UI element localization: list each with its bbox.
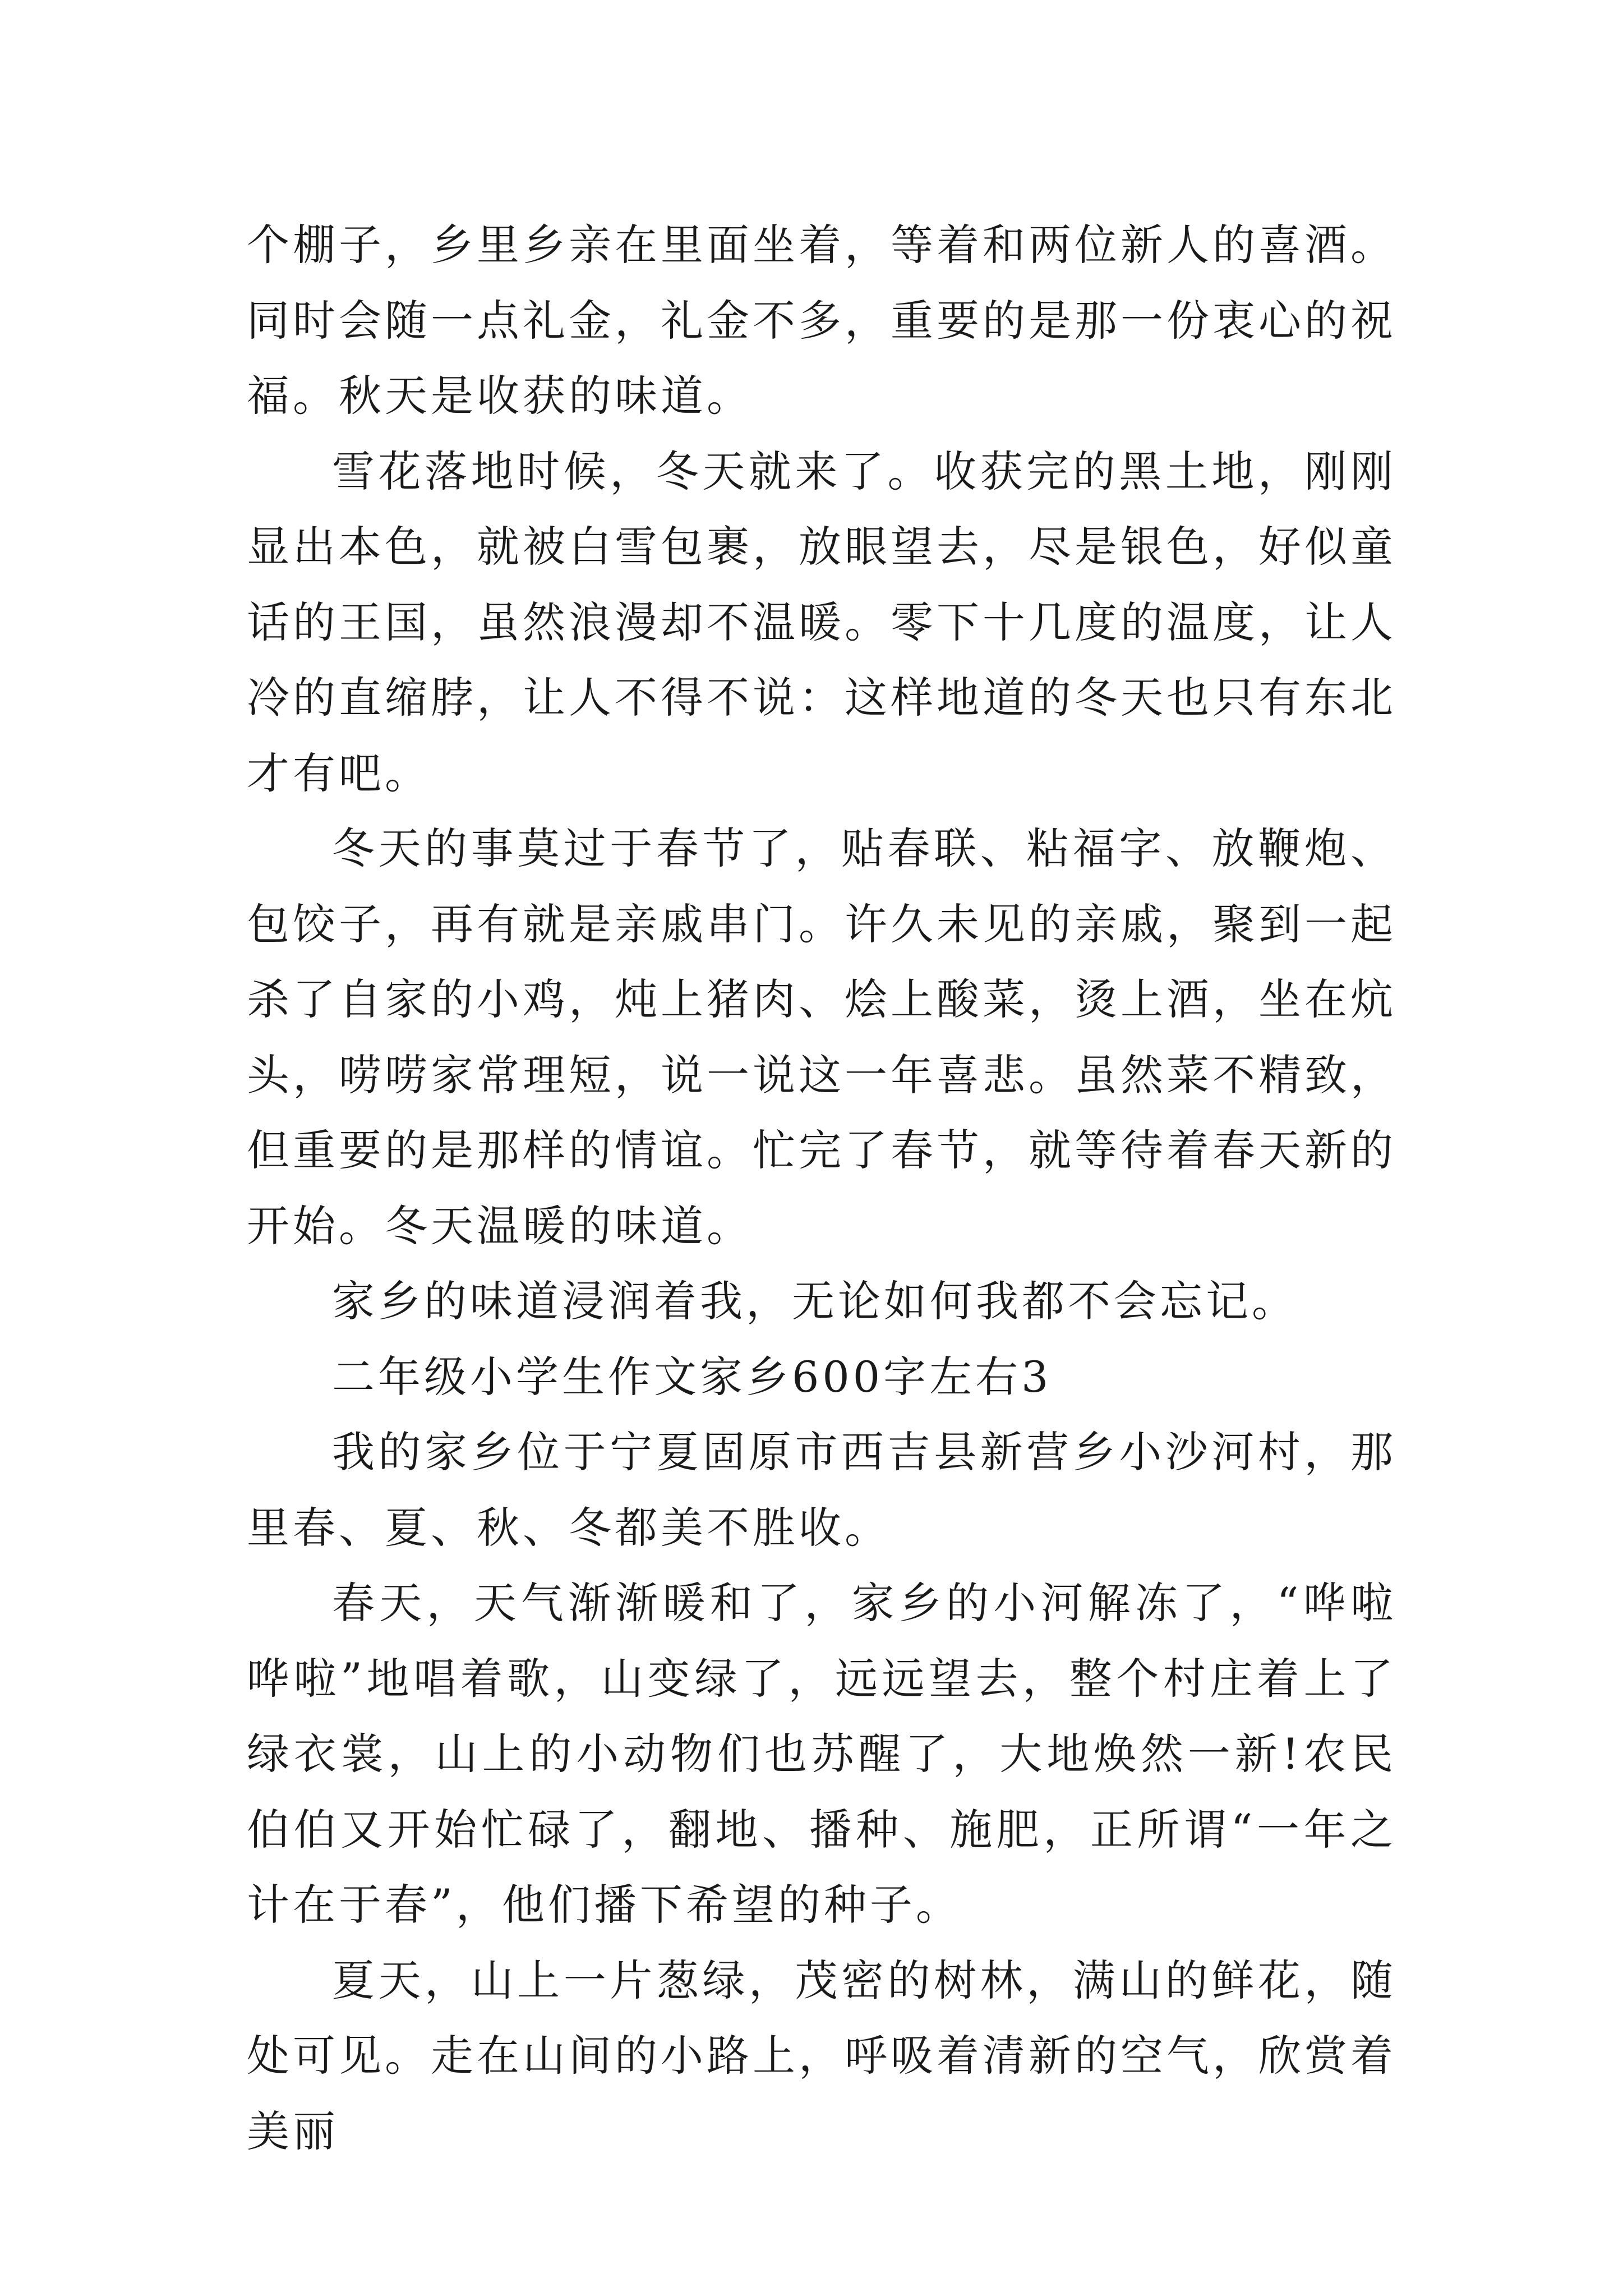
paragraph: 家乡的味道浸润着我，无论如何我都不会忘记。 xyxy=(332,1276,1298,1326)
paragraph: 冬天的事莫过于春节了，贴春联、粘福字、放鞭炮、包饺子，再有就是亲戚串门。许久未见的亲戚，聚到一起杀了自家的小鸡，炖上猪肉、烩上酸菜，烫上酒，坐在炕头，唠唠家常理短，说一说这一年喜悲。虽然菜不精致，但重要的是那样的情谊。忙完了春节，就等待着春天新的开始。冬天温暖的味道。 xyxy=(247,823,1396,1251)
paragraph: 个棚子，乡里乡亲在里面坐着，等着和两位新人的喜酒。同时会随一点礼金，礼金不多，重要的是那一份衷心的祝福。秋天是收获的味道。 xyxy=(247,220,1396,421)
document-body xyxy=(247,208,1396,2169)
paragraph: 我的家乡位于宁夏固原市西吉县新营乡小沙河村，那里春、夏、秋、冬都美不胜收。 xyxy=(247,1427,1396,1553)
paragraph: 夏天，山上一片葱绿，茂密的树林，满山的鲜花，随处可见。走在山间的小路上，呼吸着清新的空气，欣赏着美丽 xyxy=(247,1955,1396,2156)
paragraph: 春天，天气渐渐暖和了，家乡的小河解冻了，“哗啦哗啦”地唱着歌，山变绿了，远远望去，整个村庄着上了绿衣裳，山上的小动物们也苏醒了，大地焕然一新!农民伯伯又开始忙碌了，翻地、播种、施肥，正所谓“一年之计在于春”，他们播下希望的种子。 xyxy=(247,1578,1396,1930)
paragraph: 雪花落地时候，冬天就来了。收获完的黑土地，刚刚显出本色，就被白雪包裹，放眼望去，尽是银色，好似童话的王国，虽然浪漫却不温暖。零下十几度的温度，让人冷的直缩脖，让人不得不说：这样地道的冬天也只有东北才有吧。 xyxy=(247,446,1396,798)
section-heading: 二年级小学生作文家乡600字左右3 xyxy=(332,1351,1052,1402)
